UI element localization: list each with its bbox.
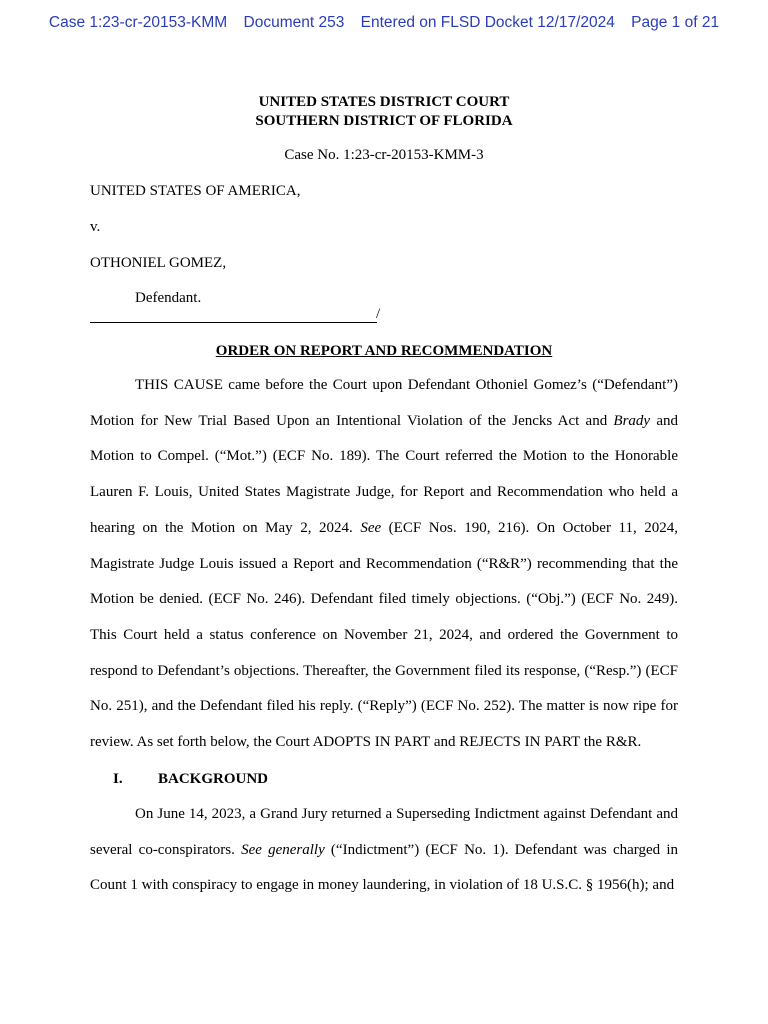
court-name-line-1: UNITED STATES DISTRICT COURT <box>258 94 510 110</box>
background-text-1: On June 14, 2023, a Grand Jury returned a Superseding Indictment against Defendant and several co-conspirators. <box>90 806 678 858</box>
background-paragraph <box>90 797 678 904</box>
defendant-role: Defendant. <box>135 290 202 306</box>
background-text-2: (“Indictment”) (ECF No. 1). Defendant was charged in Count 1 with conspiracy to engage in money laundering, in violation of 18 U.S.C. § 1956(h); and <box>90 841 679 894</box>
section-title: BACKGROUND <box>158 771 269 787</box>
intro-brady-italic: Brady <box>613 412 651 429</box>
intro-text-3: (ECF Nos. 190, 216). On October 11, 2024, Magistrate Judge Louis issued a Report and Recommendation (“R&R”) recommending that the Motion be denied. (ECF No. 246). Defendant filed timely objections. (“Obj.”) (ECF No. 249). This Court held a status conference on November 21, 2024, and ordered the Government to respond to Defendant’s objections. Thereafter, the Government filed its response, (“Resp.”) (ECF No. 251), and the Defendant filed his reply. (“Reply”) (ECF No. 252). The matter is now ripe for review. As set forth below, the Court ADOPTS IN PART and REJECTS IN PART the R&R. <box>90 519 678 751</box>
court-name <box>0 93 768 131</box>
case-number: Case No. 1:23-cr-20153-KMM-3 <box>284 147 484 163</box>
docket-header <box>0 14 768 32</box>
header-entered-date: Entered on FLSD Docket 12/17/2024 <box>360 14 615 31</box>
section-heading <box>113 771 268 788</box>
intro-see-italic: See <box>360 519 382 536</box>
intro-text-1: THIS CAUSE came before the Court upon Defendant Othoniel Gomez’s (“Defendant”) Motion for New Trial Based Upon an Intentional Violation of the Jencks Act and <box>90 377 678 429</box>
versus-label: v. <box>90 219 101 235</box>
intro-paragraph <box>90 368 678 761</box>
defendant-name: OTHONIEL GOMEZ, <box>90 255 227 271</box>
background-see-generally-italic: See generally <box>241 841 325 858</box>
court-name-line-2: SOUTHERN DISTRICT OF FLORIDA <box>255 113 513 129</box>
document-title: ORDER ON REPORT AND RECOMMENDATION <box>215 343 553 359</box>
header-document-number: Document 253 <box>243 14 345 31</box>
section-number: I. <box>113 771 123 787</box>
intro-text-2: and Motion to Compel. (“Mot.”) (ECF No. 189). The Court referred the Motion to the Honorable Lauren F. Louis, United States Magistrate Judge, for Report and Recommendation who held a hearing on the Motion on May 2, 2024. <box>90 412 678 536</box>
header-page-count: Page 1 of 21 <box>631 14 720 31</box>
plaintiff-name: UNITED STATES OF AMERICA, <box>90 183 301 199</box>
caption-separator-line <box>90 322 377 323</box>
caption-slash: / <box>376 306 381 322</box>
header-case-number: Case 1:23-cr-20153-KMM <box>48 14 228 31</box>
